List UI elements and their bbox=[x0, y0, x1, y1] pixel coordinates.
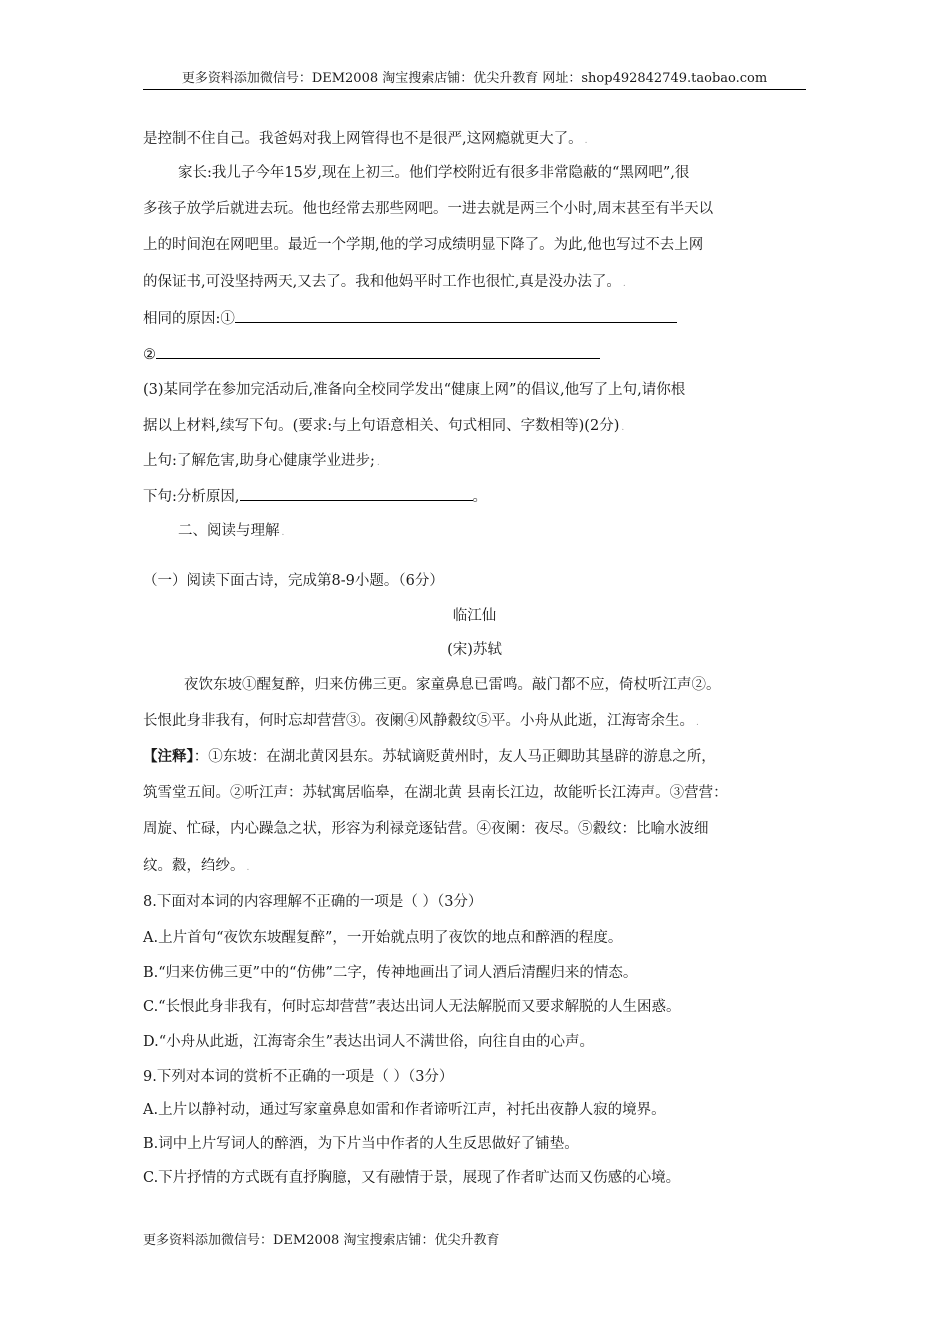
question-text: (3)某同学在参加完活动后,准备向全校同学发出“健康上网”的倡议,他写了上句,请你根 bbox=[143, 382, 686, 398]
option-9c: C.下片抒情的方式既有直抒胸臆，又有融情于景，展现了作者旷达而又伤感的心境。 bbox=[143, 1170, 681, 1186]
text-line: 家长:我儿子今年15岁,现在上初三。他们学校附近有很多非常隐蔽的“黑网吧”,很 bbox=[178, 165, 690, 181]
poem-author: (宋)苏轼 bbox=[447, 642, 502, 658]
annotation-line: 【注释】：①东坡：在湖北黄冈县东。苏轼谪贬黄州时，友人马正卿助其垦辟的游息之所， bbox=[143, 748, 716, 765]
poem-title: 临江仙 bbox=[452, 608, 497, 624]
subsection-heading: （一）阅读下面古诗，完成第8-9小题。（6分） bbox=[143, 573, 444, 589]
answer-blank[interactable] bbox=[156, 344, 600, 359]
option-8d: D.“小舟从此逝，江海寄余生”表达出词人不满世俗，向往自由的心声。 bbox=[143, 1034, 595, 1050]
header-divider bbox=[143, 89, 806, 90]
question-text: 据以上材料,续写下句。(要求:与上句语意相关、句式相同、字数相等)(2分) . bbox=[143, 418, 625, 434]
option-9b: B.词中上片写词人的醉酒，为下片当中作者的人生反思做好了铺垫。 bbox=[143, 1136, 579, 1152]
text-line: 是控制不住自己。我爸妈对我上网管得也不是很严,这网瘾就更大了。 . bbox=[143, 131, 588, 147]
text-line: 的保证书,可没坚持两天,又去了。我和他妈平时工作也很忙,真是没办法了。 . bbox=[143, 274, 626, 290]
answer-blank[interactable] bbox=[235, 308, 677, 323]
option-8a: A.上片首句“夜饮东坡醒复醉”，一开始就点明了夜饮的地点和醉酒的程度。 bbox=[143, 930, 623, 946]
poem-line: 夜饮东坡①醒复醉，归来仿佛三更。家童鼻息已雷鸣。敲门都不应，倚杖听江声②。 bbox=[184, 677, 721, 693]
page-header: 更多资料添加微信号：DEM2008 淘宝搜索店铺：优尖升教育 网址：shop492842749.taobao.com bbox=[181, 71, 768, 86]
annotation-line: 筑雪堂五间。②听江声：苏轼寓居临皋，在湖北黄 县南长江边，故能听长江涛声。③营营： bbox=[143, 785, 728, 801]
option-8c: C.“长恨此身非我有，何时忘却营营”表达出词人无法解脱而又要求解脱的人生困惑。 bbox=[143, 999, 681, 1015]
upper-sentence: 上句:了解危害,助身心健康学业进步; . bbox=[143, 453, 380, 469]
annotation-line: 纹。縠，绉纱。 . bbox=[143, 858, 250, 874]
question-8: 8.下面对本词的内容理解不正确的一项是（ ）（3分） bbox=[143, 894, 483, 910]
lower-sentence: 下句:分析原因, 。 bbox=[143, 486, 487, 507]
answer-blank[interactable] bbox=[240, 486, 473, 501]
poem-line: 长恨此身非我有，何时忘却营营③。夜阑④风静縠纹⑤平。小舟从此逝，江海寄余生。 . bbox=[143, 713, 699, 729]
question-9: 9.下列对本词的赏析不正确的一项是（ ）（3分） bbox=[143, 1069, 454, 1085]
option-9a: A.上片以静衬动，通过写家童鼻息如雷和作者谛听江声，衬托出夜静人寂的境界。 bbox=[143, 1102, 666, 1118]
answer-line-2: ② bbox=[143, 344, 600, 365]
page-footer: 更多资料添加微信号：DEM2008 淘宝搜索店铺：优尖升教育 bbox=[143, 1233, 500, 1248]
option-8b: B.“归来仿佛三更”中的“仿佛”二字，传神地画出了词人酒后清醒归来的情态。 bbox=[143, 965, 638, 981]
answer-line-1: 相同的原因:① bbox=[143, 308, 677, 329]
section-heading: 二、阅读与理解 . bbox=[178, 523, 285, 539]
text-line: 上的时间泡在网吧里。最近一个学期,他的学习成绩明显下降了。为此,他也写过不去上网 bbox=[143, 237, 704, 253]
text-line: 多孩子放学后就进去玩。他也经常去那些网吧。一进去就是两三个小时,周末甚至有半天以 bbox=[143, 201, 714, 217]
annotation-label: 【注释】 bbox=[143, 748, 194, 765]
annotation-line: 周旋、忙碌，内心躁急之状，形容为利禄竞逐钻营。④夜阑：夜尽。⑤縠纹：比喻水波细 bbox=[143, 821, 709, 837]
